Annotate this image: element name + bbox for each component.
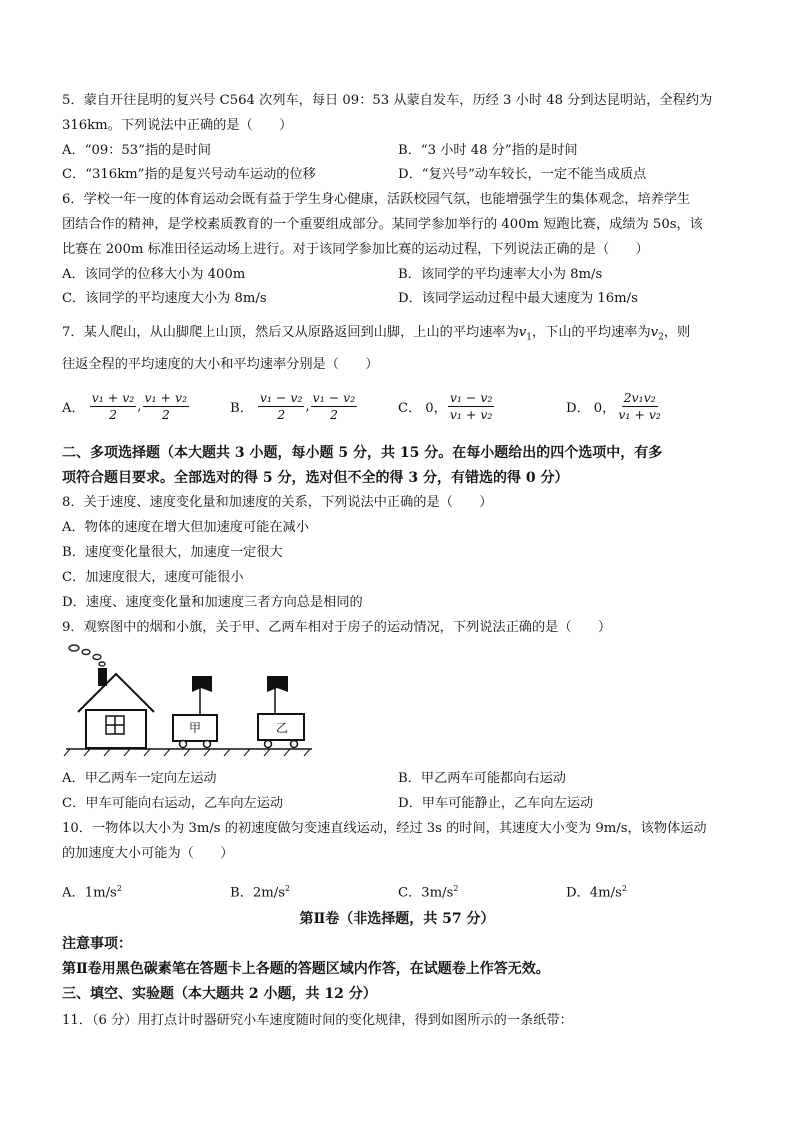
q8-option-b: B．速度变化量很大，加速度一定很大 [62, 545, 283, 560]
q9-figure [60, 640, 318, 762]
section2-heading-line1: 二、多项选择题（本大题共 3 小题，每小题 5 分，共 15 分。在每小题给出的四个选项中，有多 [62, 445, 663, 461]
q9-option-b: B．甲乙两车可能都向右运动 [398, 771, 566, 786]
q7-option-b [230, 390, 358, 423]
q7-stem-part2: ，下山的平均速率为 [531, 325, 651, 340]
q11-stem: 11．（6 分）用打点计时器研究小车速度随时间的变化规律，得到如图所示的一条纸带： [62, 1013, 573, 1028]
q10-option-c [398, 880, 458, 902]
q6-stem-line3: 比赛在 200m 标准田径运动场上进行。对于该同学参加比赛的运动过程，下列说法正确的是（ ） [62, 242, 649, 257]
q10-option-a-sup: 2 [116, 884, 122, 893]
q10-stem-line1: 10．一物体以大小为 3m/s 的初速度做匀变速直线运动，经过 3s 的时间，其速度大小变为 9m/s，该物体运动 [62, 821, 707, 836]
q9-option-a: A．甲乙两车一定向左运动 [62, 771, 217, 786]
q7-option-a [62, 390, 190, 423]
q7-b-num1: v₁ − v₂ [259, 390, 303, 405]
q10-option-d-text: D．4m/s [566, 885, 622, 901]
q7-option-a-frac2 [143, 390, 190, 423]
smoke [69, 645, 105, 666]
q5-option-d: D．“复兴号”动车较长，一定不能当成质点 [398, 167, 647, 182]
q10-option-d-sup: 2 [621, 884, 627, 893]
q7-stem-line1 [62, 324, 690, 347]
q10-option-b-sup: 2 [284, 884, 291, 893]
section3-heading: 三、填空、实验题（本大题共 2 小题，共 12 分） [62, 986, 377, 1002]
q7-option-d-frac [616, 390, 663, 423]
q5-option-a: A．“09：53”指的是时间 [62, 143, 211, 158]
q8-option-d: D．速度、速度变化量和加速度三者方向总是相同的 [62, 595, 363, 610]
q7-option-c [398, 390, 495, 423]
q7-stem-part1: 7．某人爬山，从山脚爬上山顶，然后又从原路返回到山脚，上山的平均速率为 [62, 325, 519, 340]
q7-a-num1: v₁ + v₂ [91, 390, 135, 405]
section2-heading-line2: 项符合题目要求。全部选对的得 5 分，选对但不全的得 3 分，有错选的得 0 分） [62, 470, 569, 486]
q8-stem: 8．关于速度、速度变化量和加速度的关系，下列说法中正确的是（ ） [62, 495, 493, 510]
q10-option-b-text: B．2m/s [230, 885, 285, 901]
q10-stem-line2: 的加速度大小可能为（ ） [62, 846, 234, 861]
notice-text: 第Ⅱ卷用黑色碳素笔在答题卡上各题的答题区域内作答，在试题卷上作答无效。 [62, 961, 550, 977]
q7-v2-sub: 2 [658, 332, 664, 343]
q7-v1: v [518, 325, 527, 340]
q7-stem-line2: 往返全程的平均速度的大小和平均速率分别是（ ） [62, 357, 379, 372]
q6-stem-line2: 团结合作的精神，是学校素质教育的一个重要组成部分。某同学参加举行的 400m 短跑比赛，成绩为 50s，该 [62, 217, 703, 232]
q7-option-b-frac2 [311, 390, 358, 423]
q8-option-c: C．加速度很大，速度可能很小 [62, 570, 244, 585]
q7-d-den: v₁ + v₂ [618, 407, 661, 422]
q5-option-b: B．“3 小时 48 分”指的是时间 [398, 143, 578, 158]
q7-b-den1: 2 [277, 407, 286, 422]
q7-a-comma: , [137, 399, 142, 414]
q10-option-a-text: A．1m/s [62, 885, 117, 901]
q6-stem-line1: 6．学校一年一度的体育运动会既有益于学生身心健康，活跃校园气氛，也能增强学生的集体观念，培养学生 [62, 192, 691, 207]
q7-b-num2: v₁ − v₂ [312, 390, 356, 405]
q9-stem: 9．观察图中的烟和小旗，关于甲、乙两车相对于房子的运动情况，下列说法正确的是（ ） [62, 620, 612, 635]
q7-option-d-label: D． [566, 401, 590, 416]
q7-option-d [566, 390, 664, 423]
car-jia [173, 676, 217, 748]
q6-option-d: D．该同学运动过程中最大速度为 16m/s [398, 291, 638, 306]
q7-b-comma: , [305, 399, 310, 414]
q7-a-den2: 2 [161, 407, 170, 422]
q6-option-b: B．该同学的平均速率大小为 8m/s [398, 267, 603, 282]
q9-option-d: D．甲车可能静止，乙车向左运动 [398, 796, 594, 811]
q7-c-den: v₁ + v₂ [449, 407, 493, 422]
q10-option-a [62, 880, 122, 902]
q7-b-den2: 2 [329, 407, 338, 422]
q7-a-den1: 2 [109, 407, 117, 422]
q7-c-zero: 0， [425, 401, 447, 416]
q7-v2: v [650, 325, 659, 340]
car-yi [258, 676, 304, 748]
q7-d-num: 2v₁v₂ [623, 390, 656, 405]
q7-option-a-label: A． [62, 401, 85, 416]
q7-option-a-frac1 [90, 390, 137, 423]
car-jia-label: 甲 [188, 721, 202, 735]
q7-c-num: v₁ − v₂ [449, 390, 493, 405]
q10-option-c-text: C．3m/s [398, 885, 454, 901]
q6-option-a: A．该同学的位移大小为 400m [62, 267, 246, 282]
q9-option-c: C．甲车可能向右运动，乙车向左运动 [62, 796, 284, 811]
q5-stem-line2: 316km。下列说法中正确的是（ ） [62, 118, 293, 133]
q7-option-b-frac1 [258, 390, 305, 423]
q8-option-a: A．物体的速度在增大但加速度可能在减小 [62, 520, 309, 535]
q7-option-c-label: C． [398, 401, 422, 416]
q10-option-d [566, 880, 627, 902]
q5-option-c: C．“316km”指的是复兴号动车运动的位移 [62, 167, 316, 182]
q6-option-c: C．该同学的平均速度大小为 8m/s [62, 291, 267, 306]
q7-option-c-frac [448, 390, 495, 423]
q7-a-num2: v₁ + v₂ [144, 390, 188, 405]
car-yi-label: 乙 [275, 721, 289, 735]
ground [64, 749, 312, 756]
q5-stem-line1: 5．蒙自开往昆明的复兴号 C564 次列车，每日 09：53 从蒙自发车，历经 3 小时 48 分到达昆明站，全程约为 [62, 93, 713, 108]
q10-option-c-sup: 2 [453, 884, 459, 893]
q7-d-zero: 0， [593, 401, 616, 416]
q7-option-b-label: B． [230, 401, 253, 416]
q7-stem-part3: ，则 [663, 325, 691, 340]
q10-option-b [230, 880, 290, 902]
house-icon [78, 674, 154, 748]
q7-v1-sub: 1 [526, 332, 532, 343]
part2-title: 第Ⅱ卷（非选择题，共 57 分） [299, 911, 495, 927]
notice-title: 注意事项： [62, 936, 132, 952]
